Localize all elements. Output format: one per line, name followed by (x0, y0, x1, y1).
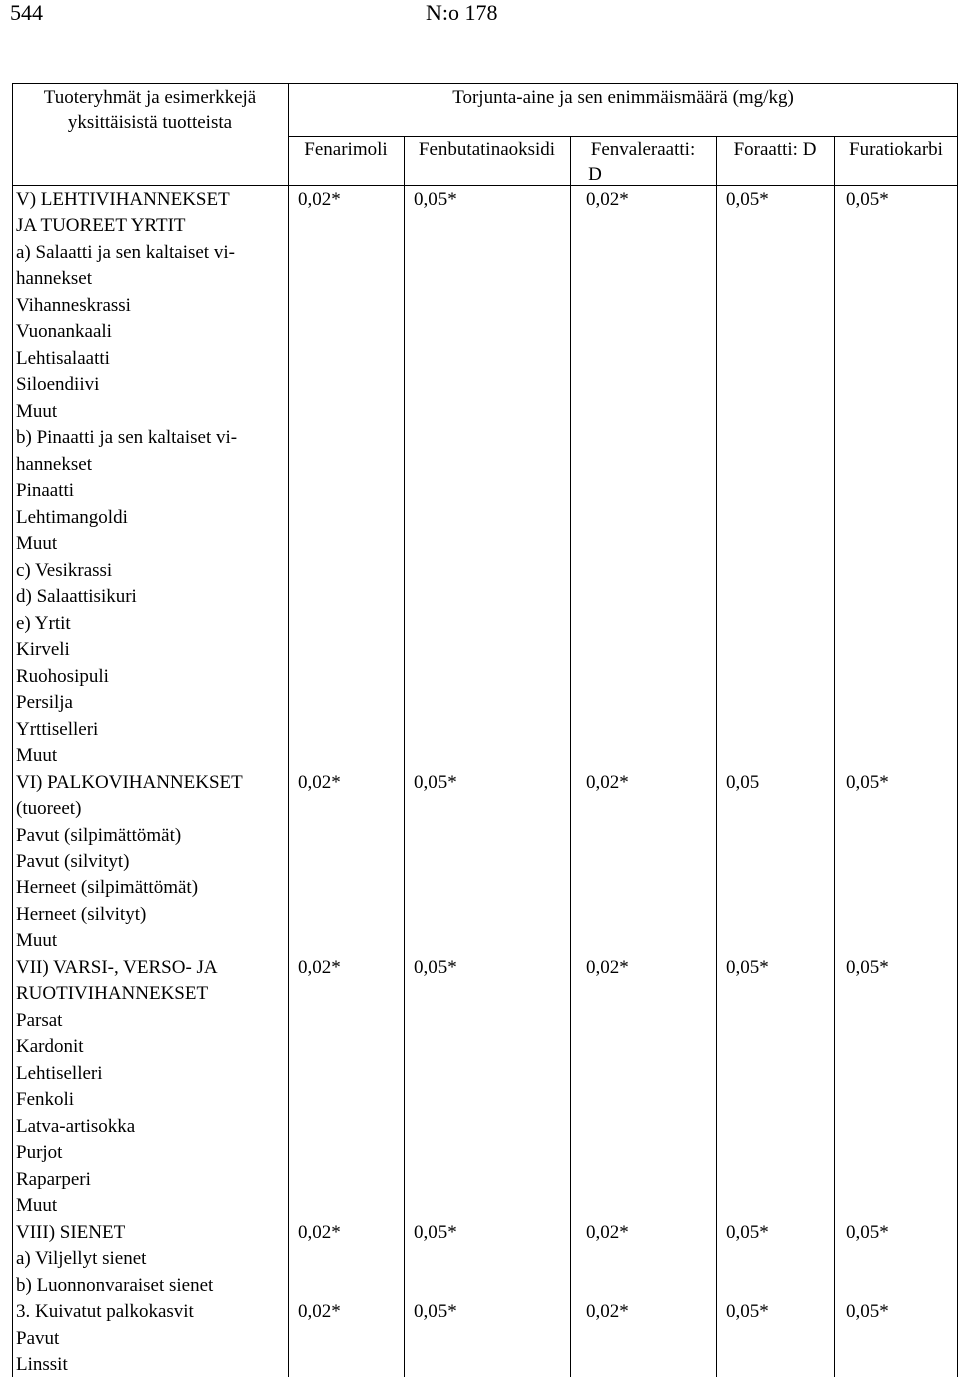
cell-value-fenbutatinaoksidi: 0,05* (414, 957, 457, 978)
row-label: Linssit (16, 1354, 68, 1375)
product-header-line-2: yksittäisistä tuotteista (67, 112, 233, 133)
row-label: Pavut (16, 1328, 60, 1349)
row-label: c) Vesikrassi (16, 560, 113, 581)
col-divider-6 (957, 83, 958, 1377)
row-label: Vuonankaali (16, 321, 112, 342)
row-label: VII) VARSI-, VERSO- JA (16, 957, 218, 978)
cell-value-foraattid: 0,05* (726, 1301, 769, 1322)
column-header-foraatti: Foraatti: D (733, 139, 817, 160)
cell-value-furatiokarbi: 0,05* (846, 957, 889, 978)
row-label: Pinaatti (16, 480, 75, 501)
column-header-fenvaleraatti: Fenvaleraatti: (590, 139, 696, 160)
cell-value-fenvaleraatti: 0,02* (586, 1222, 629, 1243)
cell-value-fenarimoli: 0,02* (298, 189, 341, 210)
cell-value-fenvaleraatti: 0,02* (586, 1301, 629, 1322)
row-label: VI) PALKOVIHANNEKSET (16, 772, 243, 793)
row-label: Muut (16, 930, 58, 951)
cell-value-fenbutatinaoksidi: 0,05* (414, 189, 457, 210)
cell-value-fenarimoli: 0,02* (298, 772, 341, 793)
row-label: b) Luonnonvaraiset sienet (16, 1275, 214, 1296)
row-label: Purjot (16, 1142, 63, 1163)
cell-value-fenbutatinaoksidi: 0,05* (414, 1301, 457, 1322)
cell-value-fenarimoli: 0,02* (298, 957, 341, 978)
row-label: (tuoreet) (16, 798, 82, 819)
cell-value-fenarimoli: 0,02* (298, 1222, 341, 1243)
row-label: JA TUOREET YRTIT (16, 215, 186, 236)
product-header-line-1: Tuoteryhmät ja esimerkkejä (43, 87, 257, 108)
cell-value-foraattid: 0,05* (726, 189, 769, 210)
row-label: VIII) SIENET (16, 1222, 126, 1243)
row-label: d) Salaattisikuri (16, 586, 137, 607)
row-label: a) Salaatti ja sen kaltaiset vi- (16, 242, 235, 263)
row-label: Herneet (silpimättömät) (16, 877, 199, 898)
row-label: Persilja (16, 692, 73, 713)
row-label: Kardonit (16, 1036, 84, 1057)
row-label: Fenkoli (16, 1089, 75, 1110)
column-header-fenarimoli: Fenarimoli (304, 139, 388, 160)
row-label: Pavut (silpimättömät) (16, 825, 182, 846)
row-label: a) Viljellyt sienet (16, 1248, 147, 1269)
cell-value-foraattid: 0,05* (726, 957, 769, 978)
pesticide-header: Torjunta-aine ja sen enimmäismäärä (mg/kg) (452, 87, 794, 108)
cell-value-furatiokarbi: 0,05* (846, 189, 889, 210)
cell-value-foraattid: 0,05* (726, 1222, 769, 1243)
table-header-divider (288, 136, 958, 137)
row-label: Muut (16, 745, 58, 766)
cell-value-fenvaleraatti: 0,02* (586, 772, 629, 793)
col-divider-4 (716, 136, 717, 1377)
row-label: 3. Kuivatut palkokasvit (16, 1301, 194, 1322)
row-label: Muut (16, 401, 58, 422)
row-label: Muut (16, 533, 58, 554)
row-label: e) Yrtit (16, 613, 71, 634)
cell-value-foraattid: 0,05 (726, 772, 760, 793)
row-label: hannekset (16, 268, 92, 289)
col-divider-0 (12, 83, 13, 1377)
col-divider-2 (404, 136, 405, 1377)
cell-value-fenarimoli: 0,02* (298, 1301, 341, 1322)
column-header-furatiokarbi: Furatiokarbi (849, 139, 943, 160)
cell-value-fenbutatinaoksidi: 0,05* (414, 772, 457, 793)
row-label: V) LEHTIVIHANNEKSET (16, 189, 230, 210)
row-label: Herneet (silvityt) (16, 904, 147, 925)
col-divider-5 (834, 136, 835, 1377)
row-label: Vihanneskrassi (16, 295, 131, 316)
col-divider-3 (570, 136, 571, 1377)
row-label: Lehtisalaatti (16, 348, 110, 369)
row-label: b) Pinaatti ja sen kaltaiset vi- (16, 427, 238, 448)
cell-value-furatiokarbi: 0,05* (846, 772, 889, 793)
row-label: Kirveli (16, 639, 70, 660)
cell-value-furatiokarbi: 0,05* (846, 1301, 889, 1322)
row-label: Latva-artisokka (16, 1116, 136, 1137)
column-header-fenbutatinaoksidi: Fenbutatinaoksidi (418, 139, 556, 160)
row-label: Pavut (silvityt) (16, 851, 130, 872)
row-label: Parsat (16, 1010, 63, 1031)
cell-value-furatiokarbi: 0,05* (846, 1222, 889, 1243)
row-label: RUOTIVIHANNEKSET (16, 983, 209, 1004)
cell-value-fenvaleraatti: 0,02* (586, 957, 629, 978)
page-identifier: N:o 178 (426, 0, 498, 25)
row-label: Raparperi (16, 1169, 91, 1190)
row-label: Muut (16, 1195, 58, 1216)
row-label: Yrttiselleri (16, 719, 99, 740)
table-top-border (12, 83, 958, 84)
row-label: hannekset (16, 454, 92, 475)
column-header-fenvaleraatti-cont: D (588, 164, 602, 185)
row-label: Lehtiselleri (16, 1063, 103, 1084)
table-header-bottom (12, 185, 958, 186)
row-label: Siloendiivi (16, 374, 100, 395)
cell-value-fenbutatinaoksidi: 0,05* (414, 1222, 457, 1243)
row-label: Lehtimangoldi (16, 507, 128, 528)
row-label: Ruohosipuli (16, 666, 109, 687)
cell-value-fenvaleraatti: 0,02* (586, 189, 629, 210)
page-number: 544 (10, 0, 43, 25)
col-divider-1 (288, 83, 289, 1377)
